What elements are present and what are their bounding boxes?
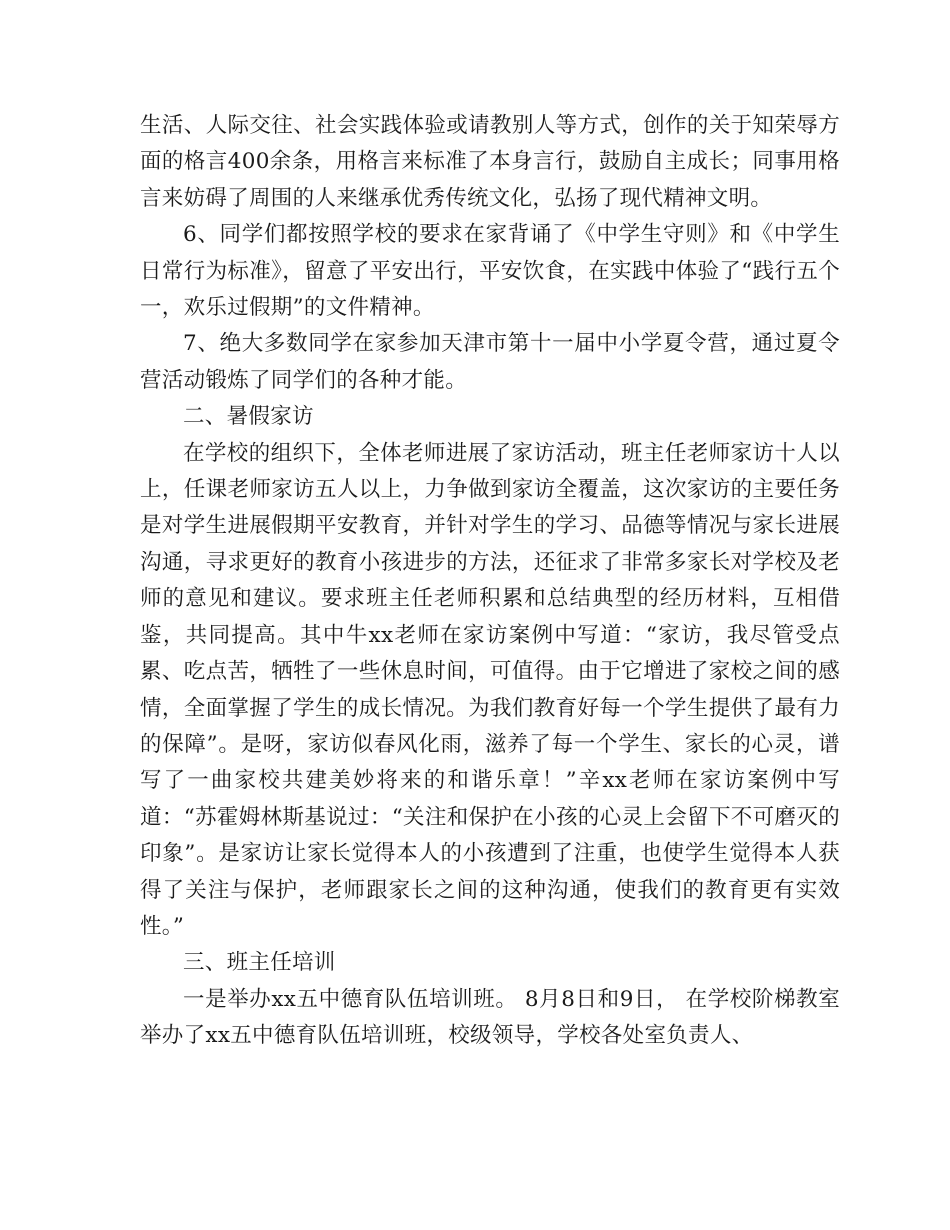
paragraph-continued: 生活、人际交往、社会实践体验或请教别人等方式，创作的关于知荣辱方面的格言400余条，用格言来标准了本身言行，鼓励自主成长；同事用格言来妨碍了周围的人来继承优秀传统文化，弘扬了现代精神文明。 — [140, 113, 840, 211]
paragraph-item-7: 7、绝大多数同学在家参加天津市第十一届中小学夏令营，通过夏令营活动锻炼了同学们的各种才能。 — [140, 331, 840, 393]
paragraph-home-visit: 在学校的组织下，全体老师进展了家访活动，班主任老师家访十人以上，任课老师家访五人以上，力争做到家访全覆盖，这次家访的主要任务是对学生进展假期平安教育，并针对学生的学习、品德等情况与家长进展沟通，寻求更好的教育小孩进步的方法，还征求了非常多家长对学校及老师的意见和建议。要求班主任老师积累和总结典型的经历材料，互相借鉴，共同提高。其中牛xx老师在家访案例中写道：“家访，我尽管受点累、吃点苦，牺牲了一些休息时间，可值得。由于它增进了家校之间的感情，全面掌握了学生的成长情况。为我们教育好每一个学生提供了最有力的保障”。是呀，家访似春风化雨，滋养了每一个学生、家长的心灵，谱写了一曲家校共建美妙将来的和谐乐章！”辛xx老师在家访案例中写道：“苏霍姆林斯基说过：“关注和保护在小孩的心灵上会留下不可磨灭的印象”。是家访让家长觉得本人的小孩遭到了注重，也使学生觉得本人获得了关注与保护，老师跟家长之间的这种沟通，使我们的教育更有实效性。” — [140, 440, 840, 939]
section-heading-home-visit: 二、暑假家访 — [183, 404, 314, 430]
paragraph-training: 一是举办xx五中德育队伍培训班。 8月8日和9日， 在学校阶梯教室举办了xx五中德育队伍培训班，校级领导，学校各处室负责人、 — [140, 986, 840, 1049]
section-heading-teacher-training: 三、班主任培训 — [183, 950, 336, 976]
document-body — [140, 108, 840, 1055]
paragraph-item-6: 6、同学们都按照学校的要求在家背诵了《中学生守则》和《中学生日常行为标准》，留意了平安出行，平安饮食，在实践中体验了“践行五个一，欢乐过假期”的文件精神。 — [140, 222, 840, 321]
